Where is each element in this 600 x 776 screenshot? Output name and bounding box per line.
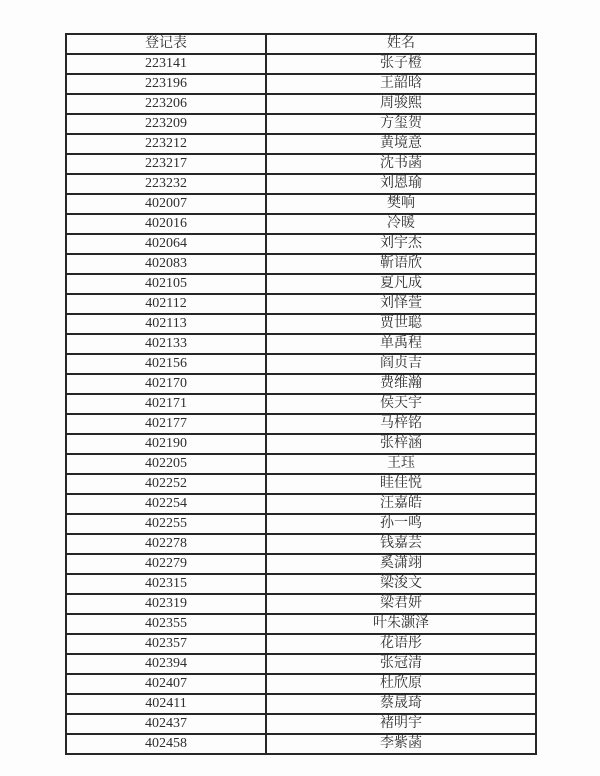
table-row xyxy=(66,494,536,514)
registration-id-cell: 402133 xyxy=(66,334,266,354)
table-row xyxy=(66,234,536,254)
table-row xyxy=(66,74,536,94)
registration-id-cell: 402458 xyxy=(66,734,266,754)
registration-id-cell: 402278 xyxy=(66,534,266,554)
name-cell: 贾世聪 xyxy=(266,314,536,334)
table-row xyxy=(66,94,536,114)
name-cell: 孙一鸣 xyxy=(266,514,536,534)
name-cell: 花语彤 xyxy=(266,634,536,654)
registration-id-cell: 402252 xyxy=(66,474,266,494)
name-cell: 黄境意 xyxy=(266,134,536,154)
registration-id-cell: 402177 xyxy=(66,414,266,434)
table-row xyxy=(66,474,536,494)
table-row xyxy=(66,434,536,454)
name-cell: 冷暖 xyxy=(266,214,536,234)
registration-id-cell: 402279 xyxy=(66,554,266,574)
name-cell: 刘怿萱 xyxy=(266,294,536,314)
header-row xyxy=(66,34,536,54)
registration-id-cell: 402205 xyxy=(66,454,266,474)
name-cell: 梁浚文 xyxy=(266,574,536,594)
name-cell: 王韶晗 xyxy=(266,74,536,94)
name-cell: 刘恩瑜 xyxy=(266,174,536,194)
registration-id-cell: 223209 xyxy=(66,114,266,134)
registration-id-cell: 402112 xyxy=(66,294,266,314)
name-cell: 梁君妍 xyxy=(266,594,536,614)
registration-id-cell: 223212 xyxy=(66,134,266,154)
table-row xyxy=(66,394,536,414)
registration-id-cell: 402156 xyxy=(66,354,266,374)
name-cell: 李紫菡 xyxy=(266,734,536,754)
table-row xyxy=(66,354,536,374)
registration-id-cell: 402170 xyxy=(66,374,266,394)
registration-id-cell: 402113 xyxy=(66,314,266,334)
name-cell: 张子橙 xyxy=(266,54,536,74)
name-cell: 周骏熙 xyxy=(266,94,536,114)
registration-id-cell: 223232 xyxy=(66,174,266,194)
table-row xyxy=(66,134,536,154)
registration-id-cell: 223217 xyxy=(66,154,266,174)
table-row xyxy=(66,414,536,434)
table-row xyxy=(66,374,536,394)
name-cell: 侯天宇 xyxy=(266,394,536,414)
table-row xyxy=(66,54,536,74)
column-header-name: 姓名 xyxy=(266,34,536,54)
registration-id-cell: 402064 xyxy=(66,234,266,254)
table-row xyxy=(66,454,536,474)
registration-id-cell: 223196 xyxy=(66,74,266,94)
registration-id-cell: 402357 xyxy=(66,634,266,654)
name-cell: 蔡晟琦 xyxy=(266,694,536,714)
name-cell: 单禹程 xyxy=(266,334,536,354)
registration-id-cell: 402254 xyxy=(66,494,266,514)
name-cell: 刘宇杰 xyxy=(266,234,536,254)
registration-id-cell: 402007 xyxy=(66,194,266,214)
table-row xyxy=(66,514,536,534)
registration-id-cell: 223206 xyxy=(66,94,266,114)
registration-id-cell: 402319 xyxy=(66,594,266,614)
name-cell: 眭佳悦 xyxy=(266,474,536,494)
registration-id-cell: 402407 xyxy=(66,674,266,694)
table-row xyxy=(66,174,536,194)
table-row xyxy=(66,654,536,674)
name-cell: 费维瀚 xyxy=(266,374,536,394)
name-cell: 夏凡成 xyxy=(266,274,536,294)
registration-id-cell: 402394 xyxy=(66,654,266,674)
name-cell: 方玺贺 xyxy=(266,114,536,134)
table-row xyxy=(66,634,536,654)
name-cell: 张梓涵 xyxy=(266,434,536,454)
registration-id-cell: 223141 xyxy=(66,54,266,74)
table-row xyxy=(66,554,536,574)
table-row xyxy=(66,114,536,134)
registration-table xyxy=(65,33,537,755)
name-cell: 阎贞吉 xyxy=(266,354,536,374)
name-cell: 王珏 xyxy=(266,454,536,474)
name-cell: 张冠清 xyxy=(266,654,536,674)
registration-id-cell: 402083 xyxy=(66,254,266,274)
table-row xyxy=(66,214,536,234)
table-row xyxy=(66,674,536,694)
name-cell: 沈书菡 xyxy=(266,154,536,174)
name-cell: 叶朱灏泽 xyxy=(266,614,536,634)
name-cell: 奚潇翊 xyxy=(266,554,536,574)
table-body xyxy=(66,54,536,754)
registration-id-cell: 402355 xyxy=(66,614,266,634)
name-cell: 樊响 xyxy=(266,194,536,214)
table-row xyxy=(66,254,536,274)
column-header-registration-id: 登记表 xyxy=(66,34,266,54)
registration-id-cell: 402190 xyxy=(66,434,266,454)
table-row xyxy=(66,714,536,734)
table-row xyxy=(66,294,536,314)
name-cell: 马梓铭 xyxy=(266,414,536,434)
table-row xyxy=(66,274,536,294)
name-cell: 钱嘉芸 xyxy=(266,534,536,554)
table-row xyxy=(66,154,536,174)
table-row xyxy=(66,314,536,334)
table-row xyxy=(66,194,536,214)
table-row xyxy=(66,334,536,354)
registration-id-cell: 402437 xyxy=(66,714,266,734)
table-row xyxy=(66,694,536,714)
registration-id-cell: 402315 xyxy=(66,574,266,594)
registration-id-cell: 402105 xyxy=(66,274,266,294)
table-row xyxy=(66,594,536,614)
registration-id-cell: 402171 xyxy=(66,394,266,414)
name-cell: 褚明宇 xyxy=(266,714,536,734)
registration-id-cell: 402411 xyxy=(66,694,266,714)
table-row xyxy=(66,614,536,634)
name-cell: 汪嘉皓 xyxy=(266,494,536,514)
name-cell: 靳语欣 xyxy=(266,254,536,274)
table-row xyxy=(66,534,536,554)
registration-id-cell: 402016 xyxy=(66,214,266,234)
table-row xyxy=(66,574,536,594)
table-row xyxy=(66,734,536,754)
registration-id-cell: 402255 xyxy=(66,514,266,534)
name-cell: 杜欣原 xyxy=(266,674,536,694)
